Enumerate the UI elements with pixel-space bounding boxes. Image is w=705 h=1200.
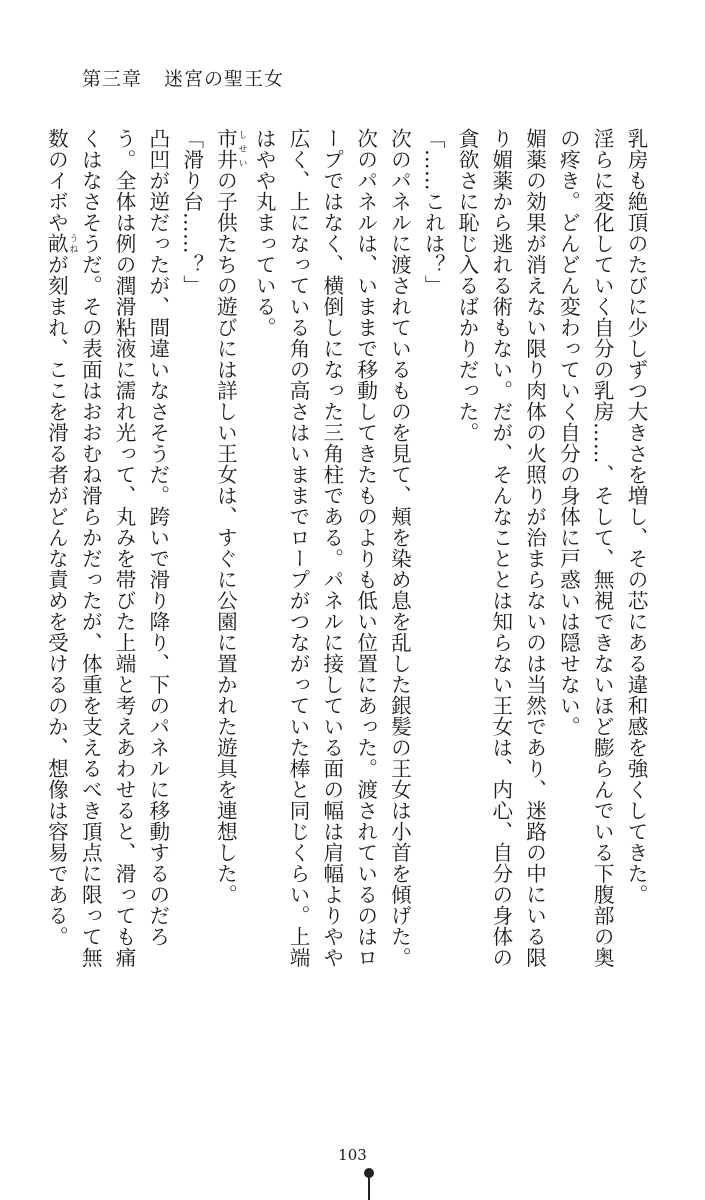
chapter-label: 第三章 (82, 68, 143, 90)
paragraph: 市井 しせいの子供たちの遊びには詳しい王女は、すぐに公園に置かれた遊具を連想した。 (213, 128, 247, 905)
paragraph: 次のパネルは、いままで移動してきたものよりも低い位置にあった。渡されているのはロープではなく、横倒しになった三角柱である。パネルに接している面の幅は肩幅よりやや広く、上になっている角の高さはいままでロープがつながっていた棒と同じくらい。上端はやや丸まっている。 (252, 128, 378, 968)
folio-line (368, 1176, 370, 1200)
chapter-title: 迷宮の聖王女 (164, 68, 285, 90)
body-text (44, 128, 652, 968)
paragraph: 凸凹が逆だったが、間違いなさそうだ。跨いで滑り降り、下のパネルに移動するのだろう。全体は例の潤滑粘液に濡れ光って、丸みを帯びた上端と考えあわせると、滑っても痛くはなさそうだ。その表面はおおむね滑らかだったが、体重を支えるべき頂点に限って無数のイボや畝 うねが刻まれ、ここを滑る者がどんな責めを受けるのか、想像は容易である。 (44, 128, 170, 968)
ruby-word: 市井 しせい (213, 128, 247, 170)
paragraph: 次のパネルに渡されているものを見て、頬を染め息を乱した銀髪の王女は小首を傾げた。 (387, 128, 412, 968)
running-header (82, 64, 284, 91)
paragraph: 媚薬の効果が消えない限り肉体の火照りが治まらないのは当然であり、迷路の中にいる限り媚薬から逃れる術もない。だが、そんなこととは知らない王女は、内心、自分の身体の貪欲さに恥じ入るばかりだった。 (455, 128, 547, 968)
ruby-word: 畝 うね (44, 233, 78, 254)
paragraph: 乳房も絶頂のたびに少しずつ大きさを増し、その芯にある違和感を強くしてきた。 (624, 128, 648, 905)
furigana: しせい (236, 128, 247, 170)
furigana: うね (67, 233, 78, 254)
page-number: 103 (338, 1146, 367, 1164)
paragraph: 「……これは？」 (421, 128, 446, 296)
paragraph: 「滑り台……？」 (179, 128, 204, 296)
paragraph: 淫らに変化していく自分の乳房……、そして、無視できないほど膨らんでいる下腹部の奥の疼き。どんどん変わっていく自分の身体に戸惑いは隠せない。 (556, 128, 615, 968)
